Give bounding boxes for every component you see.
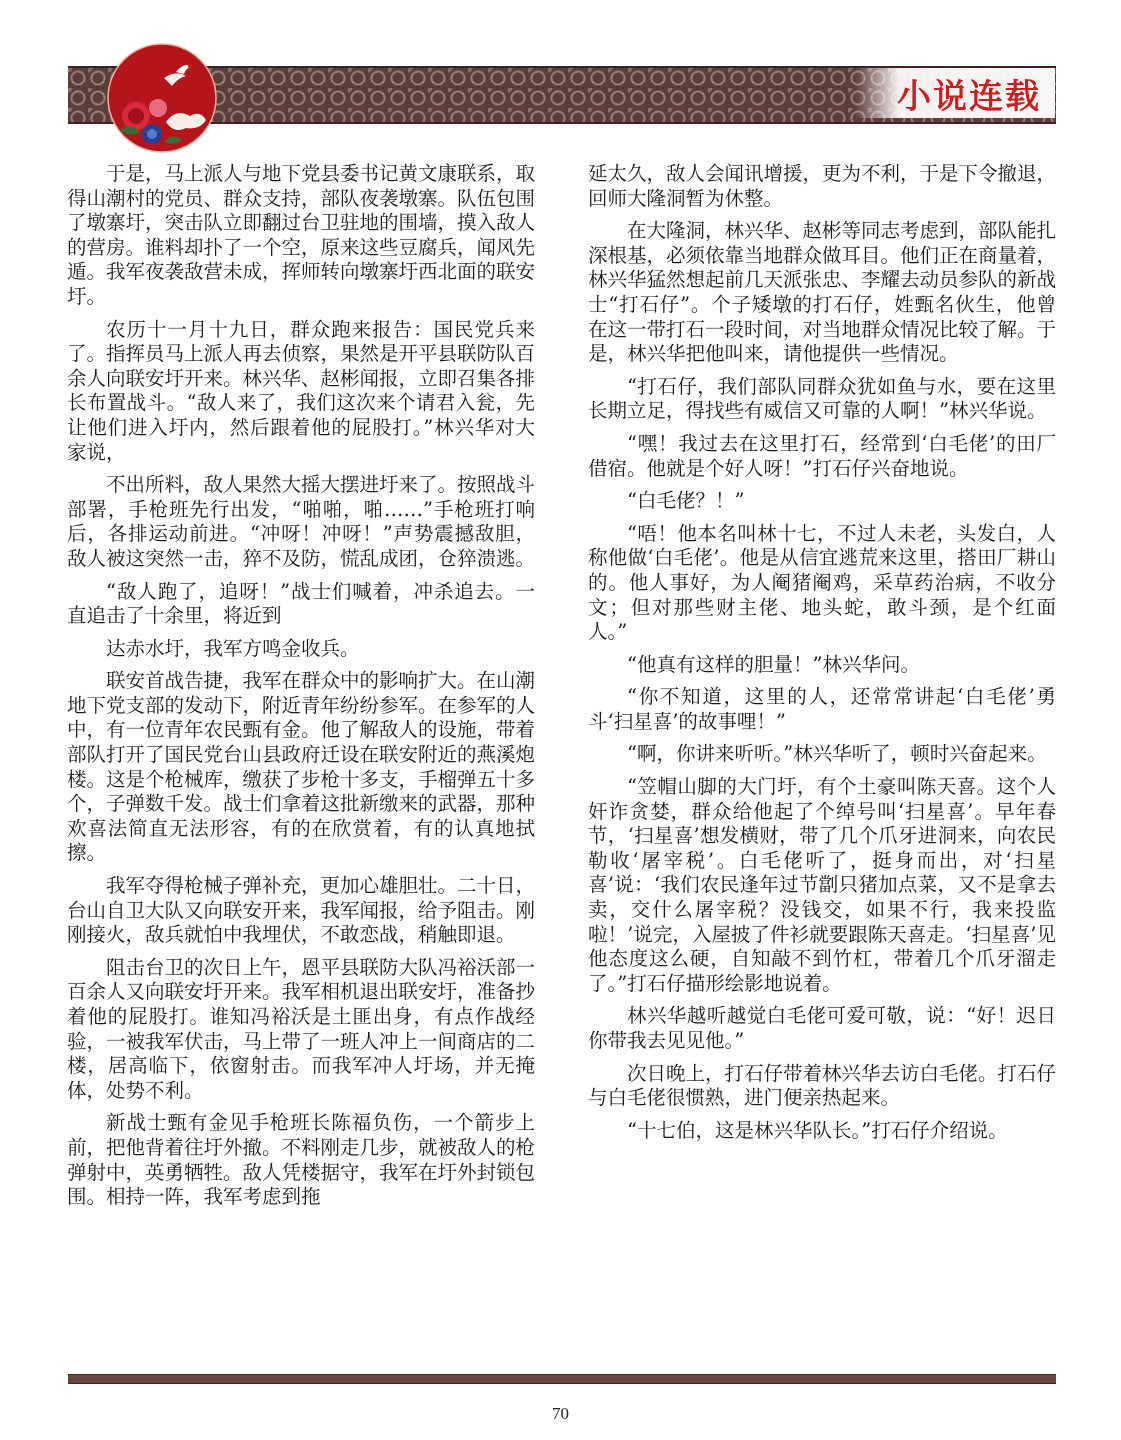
paragraph: 我军夺得枪械子弹补充，更加心雄胆壮。二十日，台山自卫大队又向联安开来，我军闻报，给予阻击。刚刚接火，敌兵就怕中我埋伏，不敢恋战，稍触即退。: [67, 874, 536, 947]
right-text-column: [588, 162, 1056, 1151]
paragraph: 新战士甄有金见手枪班长陈福负伤，一个箭步上前，把他背着往圩外撤。不料刚走几步，就被敌人的枪弹射中，英勇牺牲。敌人凭楼据守，我军在圩外封锁包围。相持一阵，我军考虑到拖: [67, 1111, 536, 1209]
paragraph: “唔！他本名叫林十七，不过人未老，头发白，人称他做‘白毛佬’。他是从信宜逃荒来这里，搭田厂耕山的。他人事好，为人阉猪阉鸡，采草药治病，不收分文；但对那些财主佬、地头蛇，敢斗颈，是个红面人。”: [588, 521, 1056, 644]
paragraph: “你不知道，这里的人，还常常讲起‘白毛佬’勇斗‘扫星喜’的故事哩！”: [588, 685, 1056, 733]
paragraph: 次日晚上，打石仔带着林兴华去访白毛佬。打石仔与白毛佬很惯熟，进门便亲热起来。: [588, 1061, 1057, 1110]
page-number: 70: [552, 1404, 569, 1423]
paragraph: “他真有这样的胆量！”林兴华问。: [627, 652, 920, 676]
paragraph: “打石仔，我们部队同群众犹如鱼与水，要在这里长期立足，得找些有威信又可靠的人啊！”林兴华说。: [588, 374, 1056, 423]
section-title-tag: [855, 68, 1055, 118]
paragraph: “嘿！我过去在这里打石，经常到‘白毛佬’的田厂借宿。他就是个好人呀！”打石仔兴奋地说。: [588, 431, 1056, 480]
paragraph: 延太久，敌人会闻讯增援，更为不利，于是下令撤退，回师大隆洞暂为休整。: [588, 162, 1057, 210]
paragraph: “啊，你讲来听听。”林兴华听了，顿时兴奋起来。: [627, 742, 1047, 766]
paragraph: 于是，马上派人与地下党县委书记黄文康联系，取得山潮村的党员、群众支持，部队夜袭墩寨。队伍包围了墩寨圩，突击队立即翻过台卫驻地的围墙，摸入敌人的营房。谁料却扑了一个空，原来这些豆腐兵，闻风先遁。我军夜袭敌营未成，挥师转向墩寨圩西北面的联安圩。: [67, 162, 536, 308]
paragraph: 林兴华越听越觉白毛佬可爱可敬，说：“好！迟日你带我去见见他。”: [588, 1004, 1056, 1052]
paragraph: “白毛佬？！”: [627, 489, 745, 513]
paragraph: “笠帽山脚的大门圩，有个土豪叫陈天喜。这个人奸诈贪婪，群众给他起了个绰号叫‘扫星喜’。早年春节，‘扫星喜’想发横财，带了几个爪牙进洞来，向农民勒收‘屠宰税’。白毛佬听了，挺身而出，对‘扫星喜’说：‘我们农民逢年过节劏只猪加点菜，又不是拿去卖，交什么屠宰税？没钱交，如果不行，我来投监啦！’说完，入屋披了件衫就要跟陈天喜走。‘扫星喜’见他态度这么硬，自知敲不到竹杠，带着几个爪牙溜走了。”打石仔描形绘影地说着。: [588, 775, 1056, 995]
paragraph: “十七伯，这是林兴华队长。”打石仔介绍说。: [627, 1118, 1008, 1142]
left-text-column: [67, 162, 535, 1218]
paragraph: 达赤水圩，我军方鸣金收兵。: [106, 636, 360, 660]
paragraph: “敌人跑了，追呀！”战士们喊着，冲杀追去。一直追击了十余里，将近到: [67, 579, 535, 628]
footer-rule: [68, 1374, 1056, 1384]
section-title: 小说连载: [897, 76, 1041, 117]
paragraph: 在大隆洞，林兴华、赵彬等同志考虑到，部队能扎深根基，必须依靠当地群众做耳目。他们正在商量着，林兴华猛然想起前几天派张忠、李耀去动员参队的新战士“打石仔”。个子矮墩的打石仔，姓甄名伙生，他曾在这一带打石一段时间，对当地群众情况比较了解。于是，林兴华把他叫来，请他提供一些情况。: [588, 219, 1057, 366]
paragraph: 阻击台卫的次日上午，恩平县联防大队冯裕沃部一百余人又向联安圩开来。我军相机退出联安圩，准备抄着他的屁股打。谁知冯裕沃是土匪出身，有点作战经验，一被我军伏击，马上带了一班人冲上一间商店的二楼，居高临下，依窗射击。而我军冲人圩场，并无掩体，处势不利。: [67, 955, 536, 1102]
paragraph: 不出所料，敌人果然大摇大摆进圩来了。按照战斗部署，手枪班先行出发，“啪啪，啪……”手枪班打响后，各排运动前进。“冲呀！冲呀！”声势震撼敌胆，敌人被这突然一击，猝不及防，慌乱成团，仓猝溃逃。: [67, 473, 536, 570]
paragraph: 联安首战告捷，我军在群众中的影响扩大。在山潮地下党支部的发动下，附近青年纷纷参军。在参军的人中，有一位青年农民甄有金。他了解敌人的设施，带着部队打开了国民党台山县政府迁设在联安附近的燕溪炮楼。这是个枪械库，缴获了步枪十多支，手榴弹五十多个，子弹数千发。战士们拿着这批新缴来的武器，那种欢喜法简直无法形容，有的在欣赏着，有的认真地拭擦。: [67, 669, 536, 865]
crane-peony-emblem: [106, 42, 218, 154]
paragraph: 农历十一月十九日，群众跑来报告：国民党兵来了。指挥员马上派人再去侦察，果然是开平县联防队百余人向联安圩开来。林兴华、赵彬闻报，立即召集各排长布置战斗。“敌人来了，我们这次来个请君入瓮，先让他们进入圩内，然后跟着他的屁股打。”林兴华对大家说，: [67, 317, 536, 464]
